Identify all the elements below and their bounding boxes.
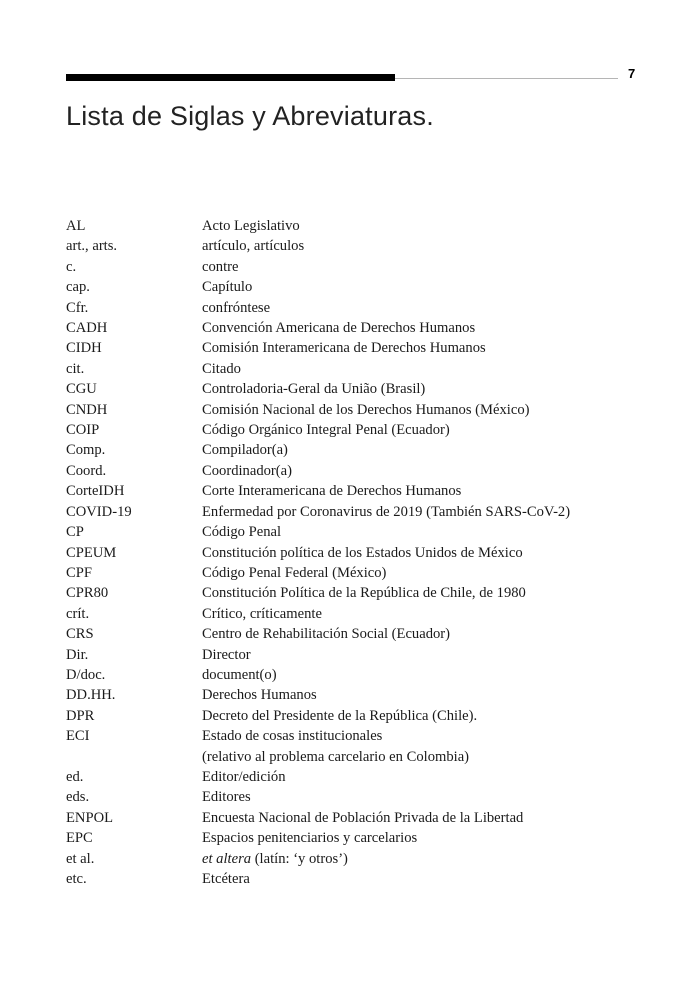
abbreviation-definition: Controladoria-Geral da União (Brasil) xyxy=(202,381,426,398)
abbreviation-definition: Código Penal xyxy=(202,524,282,541)
header-rule-thin xyxy=(395,78,618,79)
abbreviation-term: COVID-19 xyxy=(66,503,132,520)
abbreviation-definition: Espacios penitenciarios y carcelarios xyxy=(202,830,418,847)
abbreviation-row xyxy=(66,583,626,603)
abbreviation-definition: Editores xyxy=(202,789,251,806)
abbreviation-row xyxy=(66,481,626,501)
abbreviation-row xyxy=(66,808,626,828)
abbreviation-definition: Comisión Interamericana de Derechos Humanos xyxy=(202,340,486,357)
abbreviation-term: DPR xyxy=(66,707,95,724)
abbreviation-row xyxy=(66,706,626,726)
abbreviation-row xyxy=(66,665,626,685)
abbreviation-term xyxy=(66,747,202,767)
abbreviation-term: Dir. xyxy=(66,646,89,663)
abbreviation-row xyxy=(66,502,626,522)
abbreviation-term: cap. xyxy=(66,279,90,296)
abbreviation-definition: Citado xyxy=(202,360,241,377)
abbreviation-term: c. xyxy=(66,258,77,275)
abbreviation-term: CADH xyxy=(66,320,108,337)
abbreviation-row xyxy=(66,849,626,869)
abbreviation-term: CPEUM xyxy=(66,544,117,561)
abbreviation-definition: Centro de Rehabilitación Social (Ecuador) xyxy=(202,626,451,643)
abbreviation-row xyxy=(66,318,626,338)
abbreviation-term: crít. xyxy=(66,605,90,622)
abbreviation-row xyxy=(66,787,626,807)
abbreviation-definition: document(o) xyxy=(202,666,277,683)
abbreviation-term: etc. xyxy=(66,871,87,887)
abbreviation-row xyxy=(66,440,626,460)
abbreviation-list xyxy=(66,216,626,889)
abbreviation-term: art., arts. xyxy=(66,238,118,255)
abbreviation-definition-italic: et altera xyxy=(202,850,252,867)
abbreviation-definition: Corte Interamericana de Derechos Humanos xyxy=(202,483,462,500)
abbreviation-definition: Editor/edición xyxy=(202,768,286,785)
abbreviation-definition: Acto Legislativo xyxy=(202,218,300,234)
abbreviation-definition: Enfermedad por Coronavirus de 2019 (También SARS-CoV-2) xyxy=(202,503,571,520)
abbreviation-row xyxy=(66,420,626,440)
abbreviation-definition: (relativo al problema carcelario en Colombia) xyxy=(202,748,470,765)
header-rule-thick xyxy=(66,74,395,81)
abbreviation-definition: Código Orgánico Integral Penal (Ecuador) xyxy=(202,422,450,439)
abbreviation-term: ECI xyxy=(66,728,90,745)
abbreviation-row xyxy=(66,379,626,399)
abbreviation-term: et al. xyxy=(66,850,95,867)
abbreviation-row xyxy=(66,236,626,256)
abbreviation-definition: Etcétera xyxy=(202,871,250,887)
abbreviation-definition: Capítulo xyxy=(202,279,253,296)
abbreviation-term: CPR80 xyxy=(66,585,109,602)
abbreviation-definition: Constitución política de los Estados Unidos de México xyxy=(202,544,523,561)
abbreviation-definition: Estado de cosas institucionales xyxy=(202,728,383,745)
abbreviation-row xyxy=(66,828,626,848)
abbreviation-definition: Decreto del Presidente de la República (Chile). xyxy=(202,707,478,724)
abbreviation-row xyxy=(66,543,626,563)
abbreviation-term: Coord. xyxy=(66,462,107,479)
abbreviation-row xyxy=(66,563,626,583)
abbreviation-row xyxy=(66,522,626,542)
abbreviation-definition: Convención Americana de Derechos Humanos xyxy=(202,320,476,337)
abbreviation-term: CorteIDH xyxy=(66,483,125,500)
abbreviation-term: CRS xyxy=(66,626,94,643)
abbreviation-definition xyxy=(202,849,626,869)
abbreviation-term: D/doc. xyxy=(66,666,106,683)
abbreviation-row xyxy=(66,726,626,746)
abbreviation-term: CGU xyxy=(66,381,97,398)
abbreviation-definition: Compilador(a) xyxy=(202,442,288,459)
abbreviation-row xyxy=(66,645,626,665)
abbreviation-row xyxy=(66,338,626,358)
abbreviation-row xyxy=(66,685,626,705)
abbreviation-term: CPF xyxy=(66,564,92,581)
abbreviation-row xyxy=(66,359,626,379)
abbreviation-row xyxy=(66,767,626,787)
abbreviation-definition: contre xyxy=(202,258,239,275)
abbreviation-term: Comp. xyxy=(66,442,106,459)
abbreviation-definition: Código Penal Federal (México) xyxy=(202,564,387,581)
page-number: 7 xyxy=(628,66,636,81)
page-title: Lista de Siglas y Abreviaturas. xyxy=(66,101,434,131)
abbreviation-row xyxy=(66,624,626,644)
abbreviation-term: ed. xyxy=(66,768,84,785)
abbreviation-term: CNDH xyxy=(66,401,108,418)
abbreviation-term: AL xyxy=(66,218,86,234)
abbreviation-definition: Comisión Nacional de los Derechos Humanos (México) xyxy=(202,401,530,418)
abbreviation-term: EPC xyxy=(66,830,93,847)
abbreviation-term: DD.HH. xyxy=(66,687,116,704)
abbreviation-term: ENPOL xyxy=(66,809,114,826)
abbreviation-definition: Encuesta Nacional de Población Privada de la Libertad xyxy=(202,809,524,826)
abbreviation-row xyxy=(66,400,626,420)
abbreviation-row xyxy=(66,461,626,481)
abbreviation-definition-text: (latín: ‘y otros’) xyxy=(251,850,348,867)
abbreviation-row xyxy=(66,277,626,297)
abbreviation-definition: Director xyxy=(202,646,251,663)
abbreviation-row xyxy=(66,257,626,277)
abbreviation-row xyxy=(66,216,626,236)
abbreviation-definition: Coordinador(a) xyxy=(202,462,292,479)
abbreviation-term: Cfr. xyxy=(66,299,89,316)
abbreviation-row xyxy=(66,298,626,318)
abbreviation-term: CP xyxy=(66,524,84,541)
abbreviation-definition: artículo, artículos xyxy=(202,238,305,255)
abbreviation-term: CIDH xyxy=(66,340,102,357)
abbreviation-term: eds. xyxy=(66,789,90,806)
abbreviation-definition: Crítico, críticamente xyxy=(202,605,322,622)
abbreviation-definition: confróntese xyxy=(202,299,271,316)
abbreviation-definition: Derechos Humanos xyxy=(202,687,317,704)
abbreviation-row xyxy=(66,747,626,767)
abbreviation-row xyxy=(66,604,626,624)
abbreviation-term: cit. xyxy=(66,360,85,377)
abbreviation-term: COIP xyxy=(66,422,100,439)
abbreviation-row xyxy=(66,869,626,889)
abbreviation-definition: Constitución Política de la República de Chile, de 1980 xyxy=(202,585,526,602)
